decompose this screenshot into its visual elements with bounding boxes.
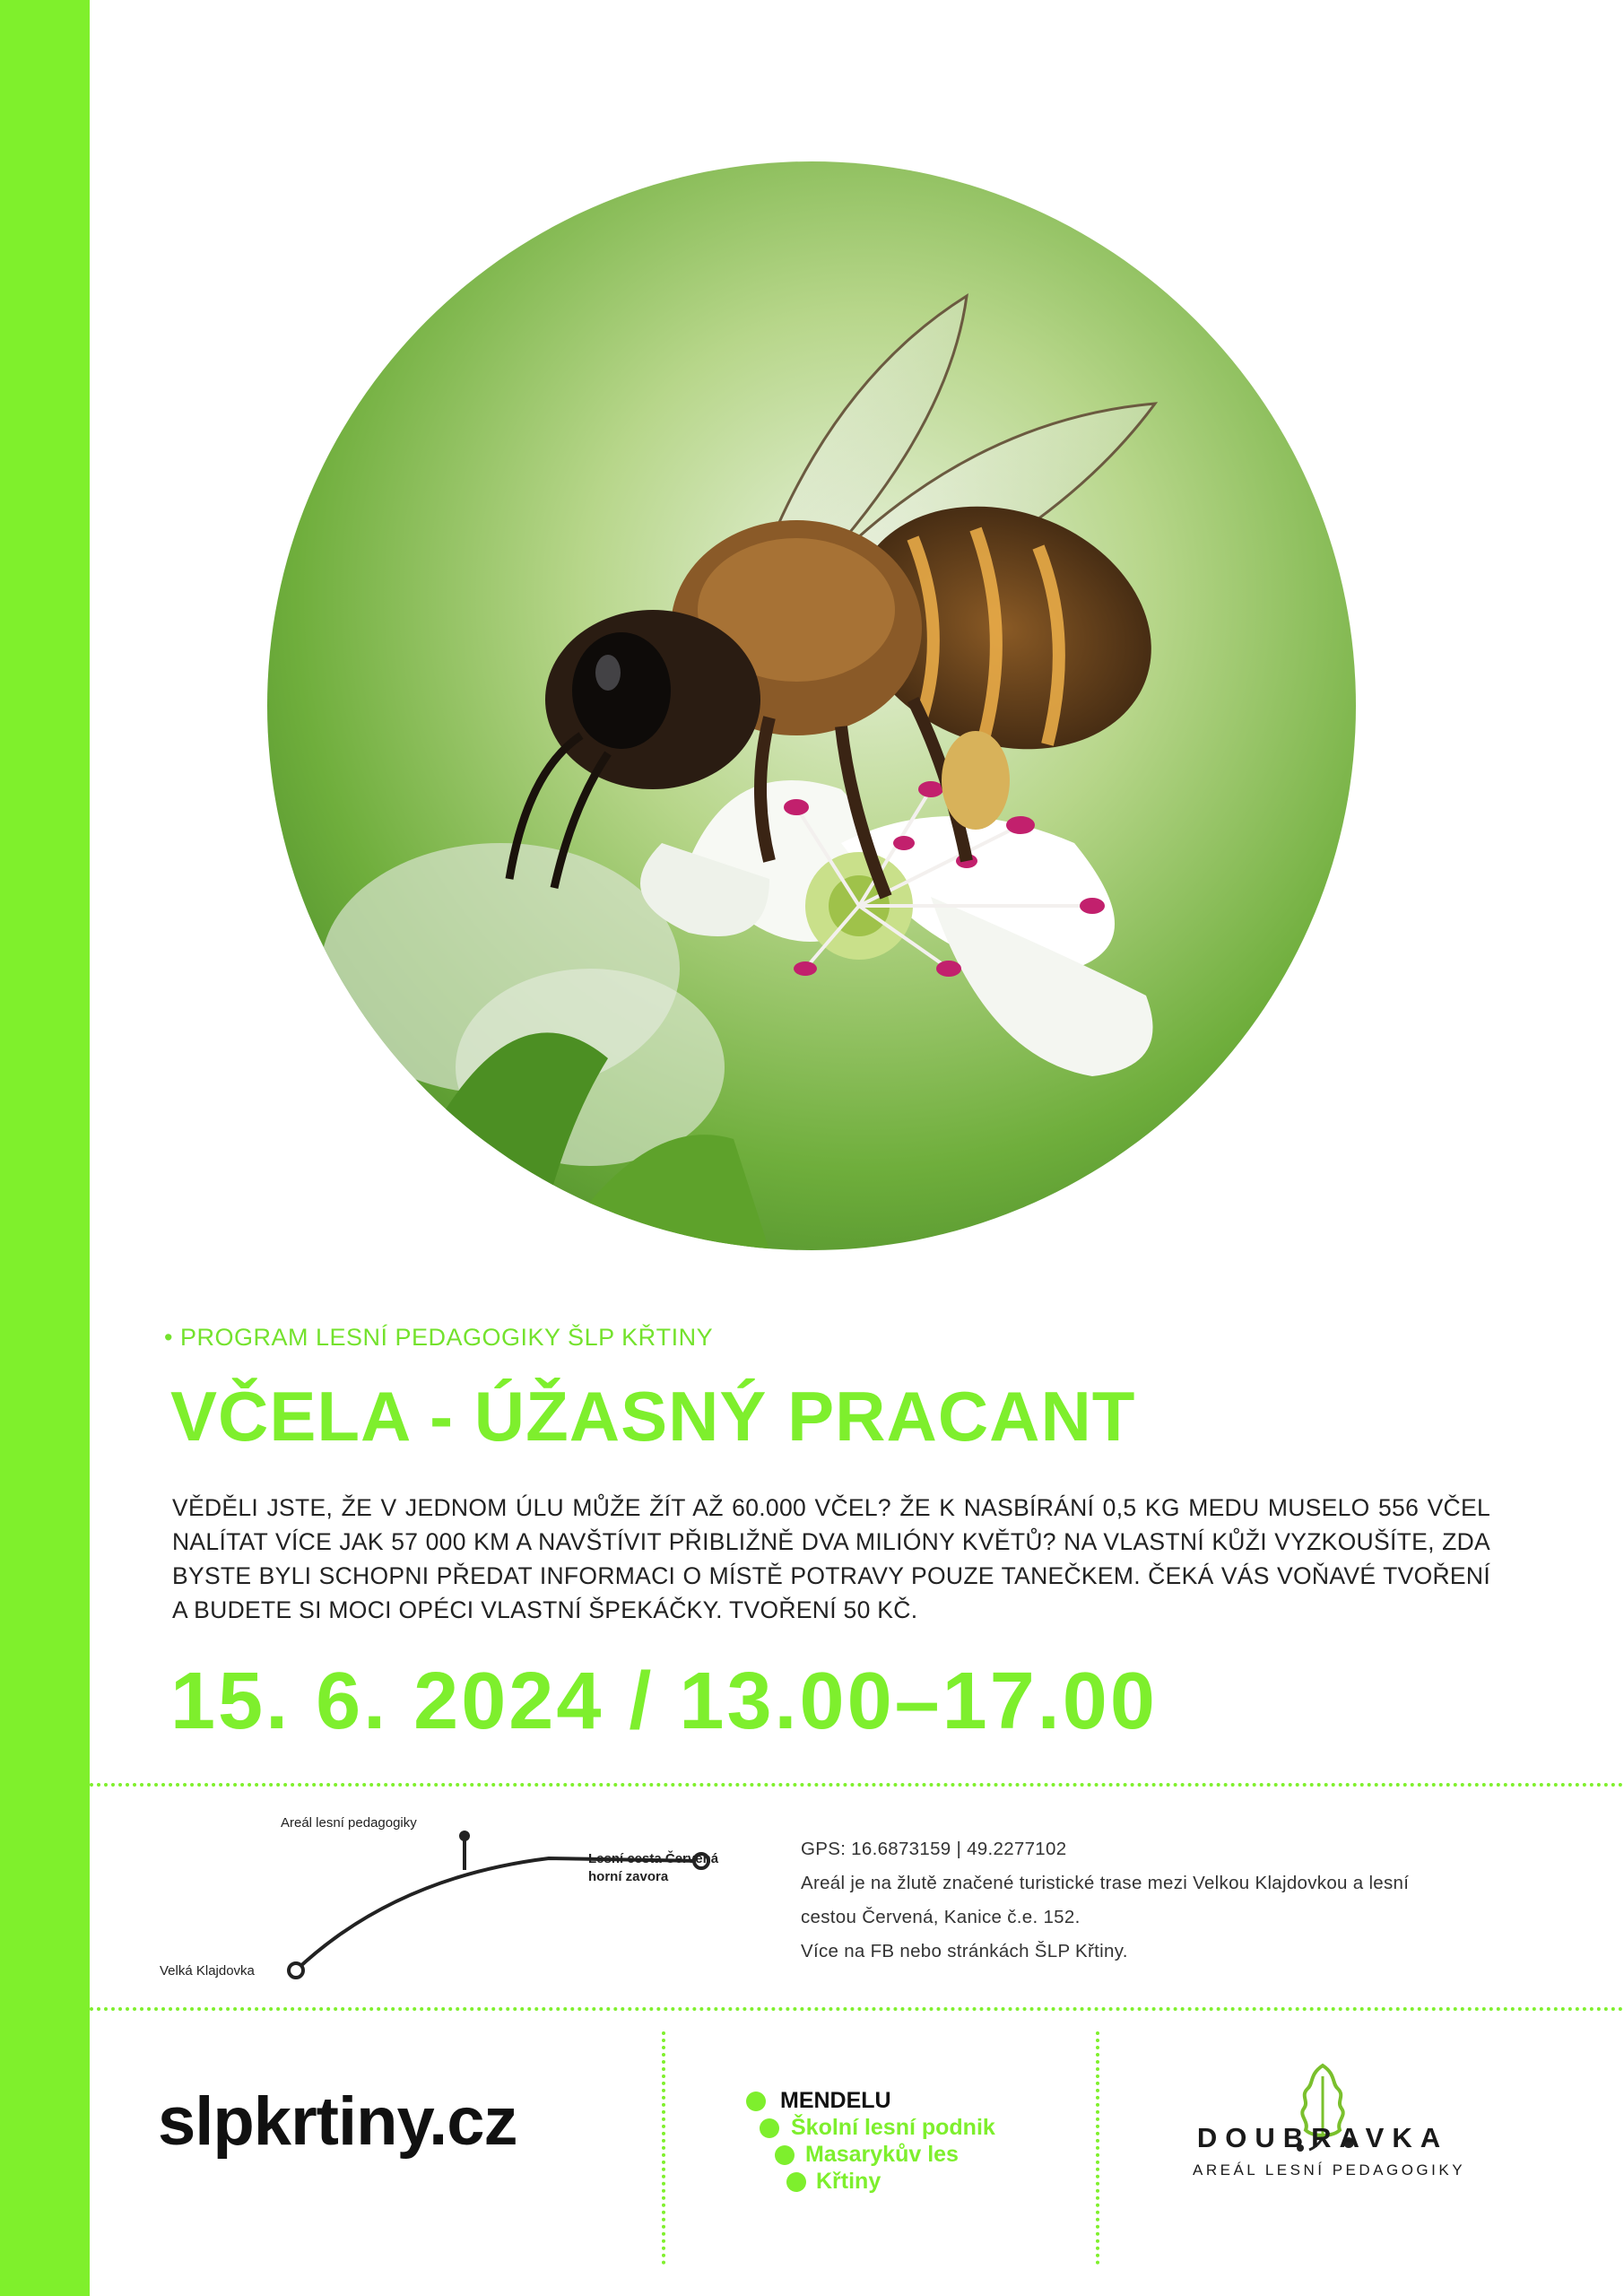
- bullet-icon: [746, 2092, 766, 2111]
- event-description: VĚDĚLI JSTE, ŽE V JEDNOM ÚLU MŮŽE ŽÍT AŽ 60.000 VČEL? ŽE K NASBÍRÁNÍ 0,5 KG MEDU MUSELO 556 VČEL NALÍTAT VÍCE JAK 57 000 KM A NAVŠTÍVIT PŘIBLIŽNĚ DVA MILIÓNY KVĚTŮ? NA VLASTNÍ KŮŽI VYZKOUŠÍTE, ZDA BYSTE BYLI SCHOPNI PŘEDAT INFORMACI O MÍSTĚ POTRAVY POUZE TANEČKEM. ČEKÁ VÁS VOŇAVÉ TVOŘENÍ A BUDETE SI MOCI OPÉCI VLASTNÍ ŠPEKÁČKY. TVOŘENÍ 50 KČ.: [172, 1494, 1490, 1623]
- website-link[interactable]: slpkrtiny.cz: [158, 2083, 517, 2160]
- logo-subtitle: AREÁL LESNÍ PEDAGOGIKY: [1193, 2161, 1466, 2179]
- bullet-icon: [760, 2118, 779, 2138]
- partner-skolni-lesni-podnik: Školní lesní podnik: [791, 2115, 995, 2140]
- location-text-2: cestou Červená, Kanice č.e. 152.: [801, 1907, 1081, 1927]
- program-label: • PROGRAM LESNÍ PEDAGOGIKY ŠLP KŘTINY: [164, 1324, 714, 1351]
- map-label-areal: Areál lesní pedagogiky: [281, 1815, 417, 1831]
- footer-divider-left: [662, 2031, 665, 2265]
- bullet-icon: [786, 2172, 806, 2192]
- divider-top: [90, 1783, 1624, 1787]
- location-info: [801, 1832, 1409, 1969]
- location-text-3: Více na FB nebo stránkách ŠLP Křtiny.: [801, 1941, 1128, 1961]
- accent-side-bar: [0, 0, 90, 2296]
- logo-name: DOUBRAVKA: [1196, 2122, 1449, 2153]
- bullet-icon: [775, 2145, 795, 2165]
- partner-masarykuv-les: Masarykův les: [805, 2142, 959, 2167]
- divider-bottom: [90, 2007, 1624, 2011]
- map-label-cesta-1: Lesní cesta Červená: [588, 1851, 719, 1866]
- partner-mendelu: MENDELU: [780, 2088, 891, 2113]
- page-title: VČELA - ÚŽASNÝ PRACANT: [170, 1377, 1136, 1456]
- hero-bee-photo: [267, 161, 1356, 1250]
- location-text-1: Areál je na žlutě značené turistické trase mezi Velkou Klajdovkou a lesní: [801, 1873, 1410, 1893]
- bee-on-flower-illustration: [267, 161, 1356, 1250]
- partners-list: [746, 2090, 1105, 2233]
- partner-krtiny: Křtiny: [816, 2169, 881, 2194]
- gps-coordinates: GPS: 16.6873159 | 49.2277102: [801, 1839, 1067, 1859]
- map-label-cesta-2: horní zavora: [588, 1869, 669, 1884]
- route-map: [152, 1807, 762, 1987]
- event-date-time: 15. 6. 2024 / 13.00–17.00: [170, 1657, 1158, 1746]
- areal-marker-dot: [459, 1831, 470, 1841]
- start-marker: [289, 1963, 303, 1978]
- map-label-start: Velká Klajdovka: [160, 1963, 255, 1979]
